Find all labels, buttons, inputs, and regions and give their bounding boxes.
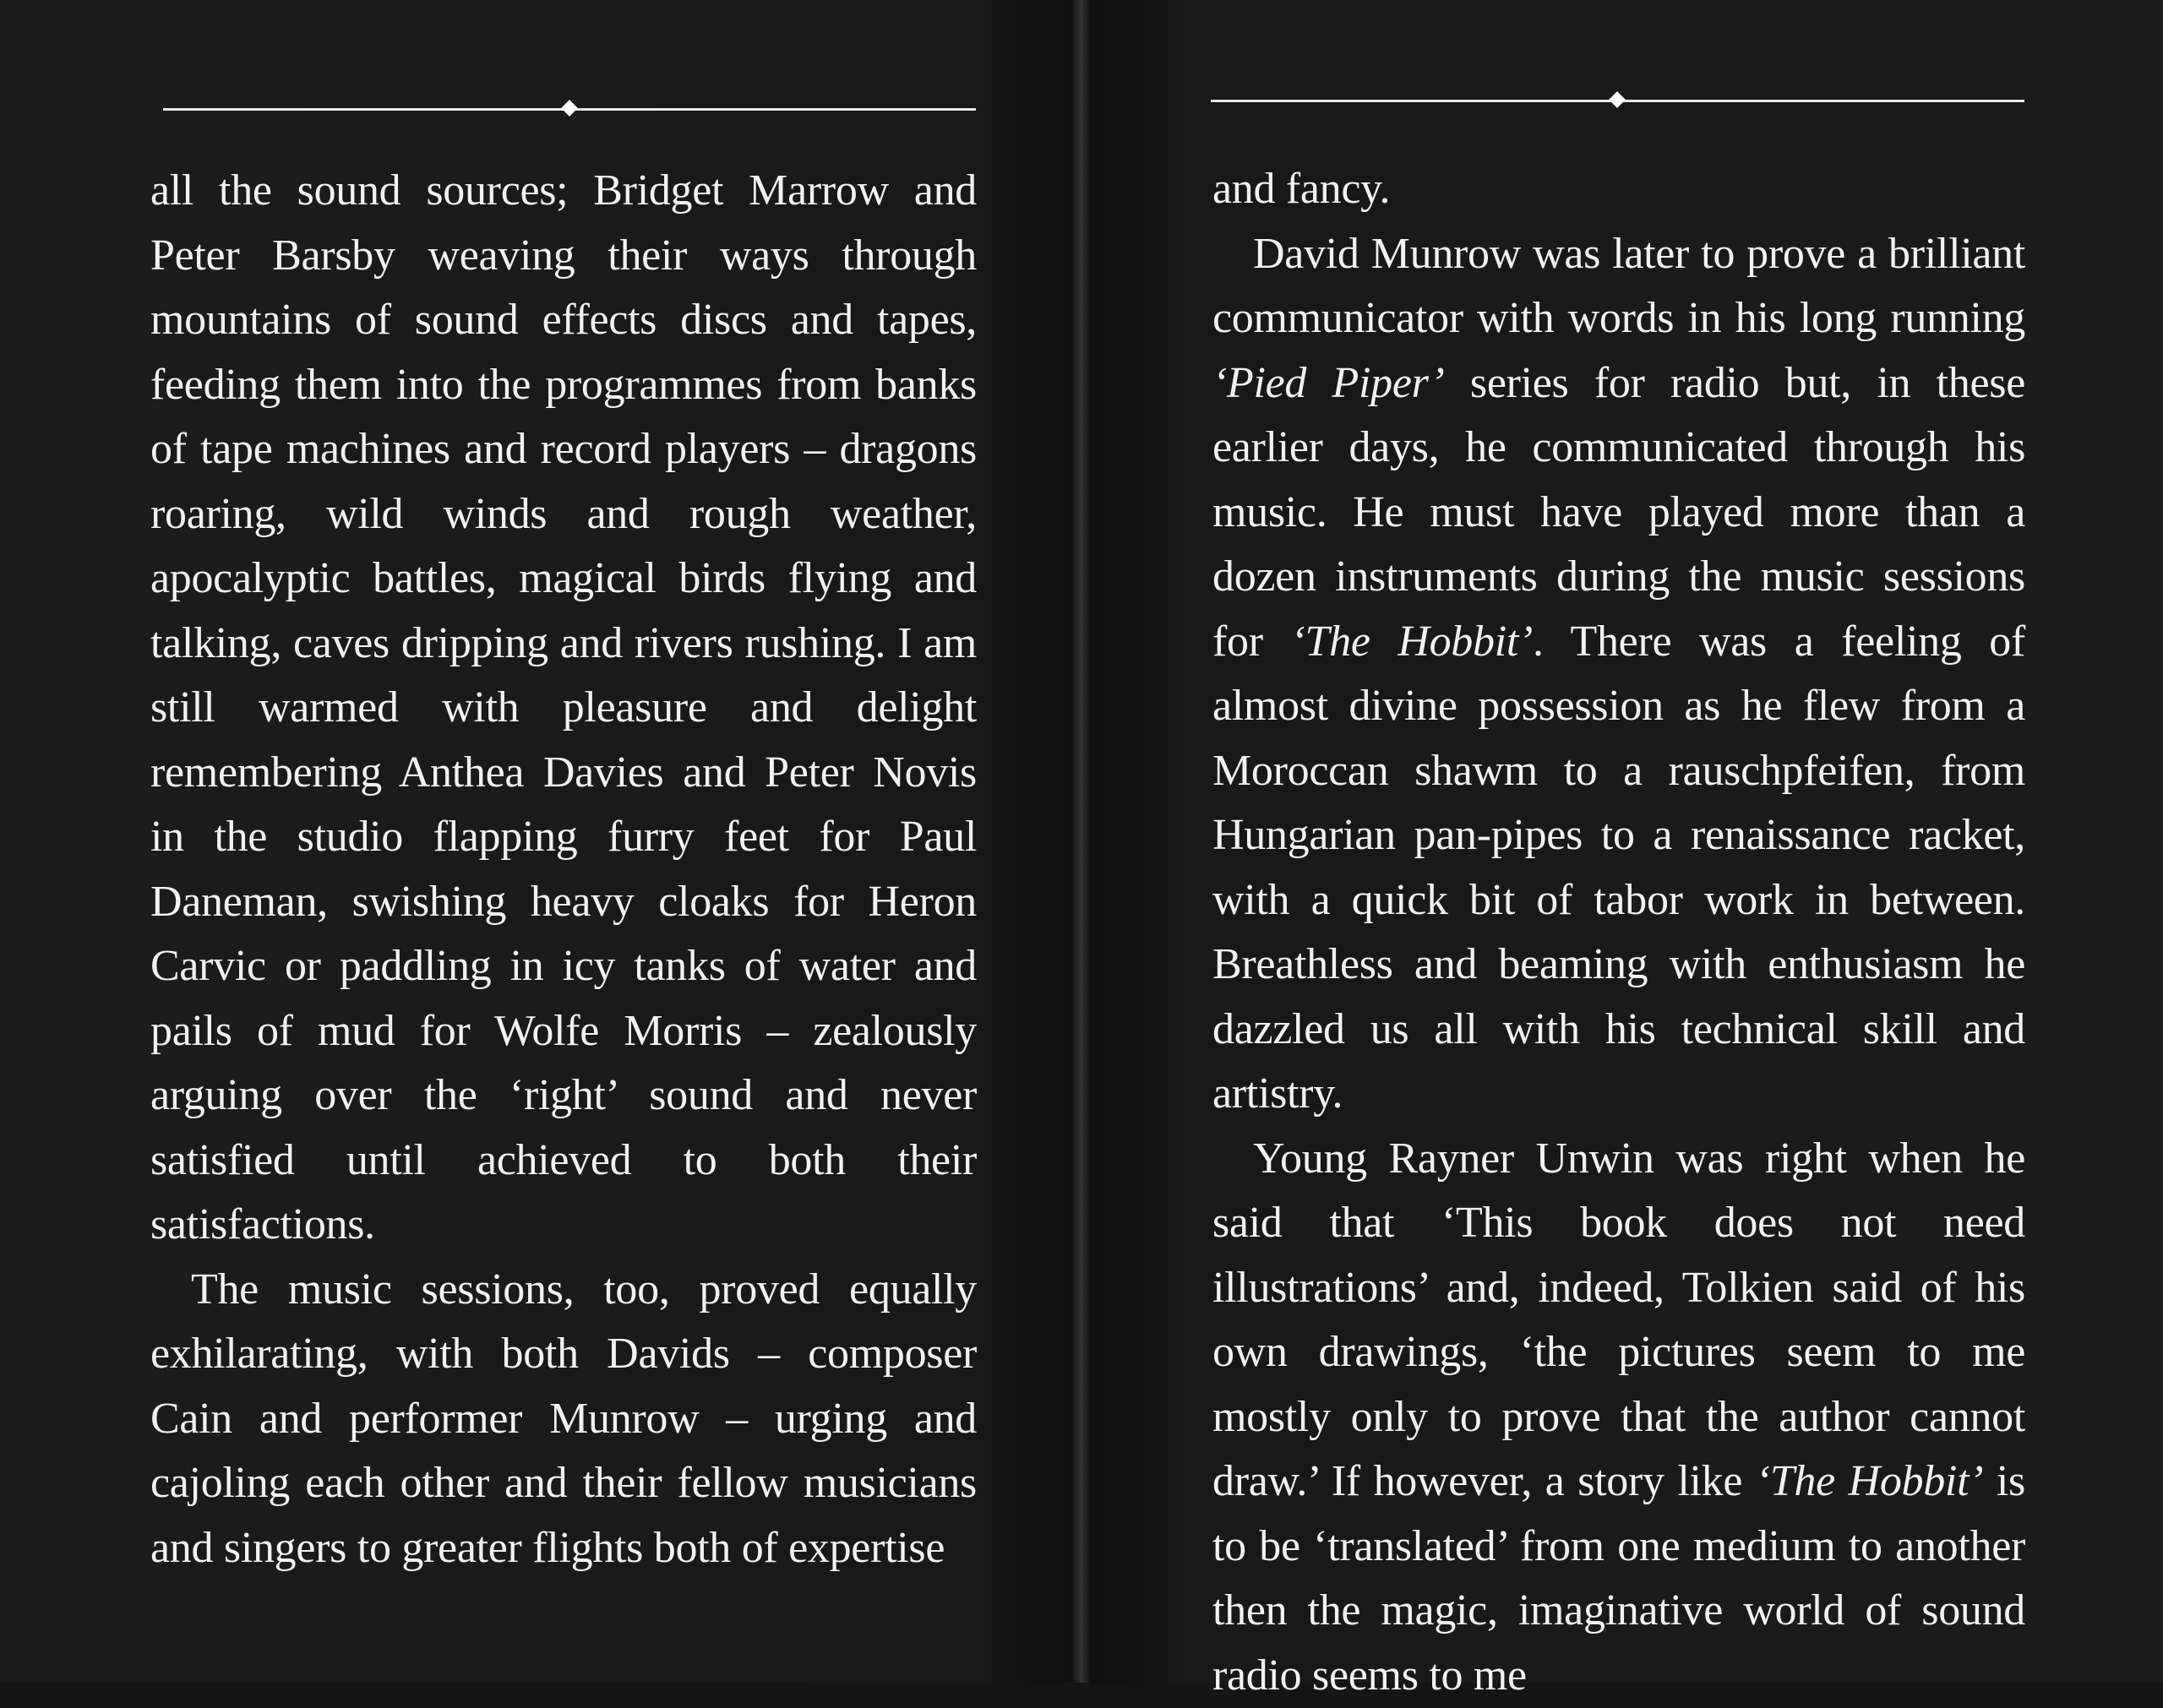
right-page-text	[1212, 157, 2025, 1708]
right-page	[1090, 0, 2163, 1683]
italic-title: ‘The Hobbit’	[1290, 617, 1533, 666]
text-run: David Munrow was later to prove a brilliant communicator with words in his long running	[1212, 230, 2025, 343]
text-run: series for radio but, in these earlier days, he communicated through his music. He must have played more than a dozen instruments during the music sessions for	[1212, 359, 2025, 666]
paragraph: all the sound sources; Bridget Marrow and Peter Barsby weaving their ways through mountains of sound effects discs and tapes, feeding them into the programmes from banks of tape machines and record players – dragons roaring, wild winds and rough weather, apocalyptic battles, magical birds flying and talking, caves dripping and rivers rushing. I am still warmed with pleasure and delight remembering Anthea Davies and Peter Novis in the studio flapping furry feet for Paul Daneman, swishing heavy cloaks for Heron Carvic or paddling in icy tanks of water and pails of mud for Wolfe Morris – zealously arguing over the ‘right’ sound and never satisfied until achieved to both their satisfactions.	[150, 159, 977, 1258]
italic-title: ‘Pied Piper’	[1212, 359, 1444, 407]
book-spine	[1073, 0, 1090, 1683]
ornamental-rule	[1211, 100, 2024, 102]
text-run: is to be ‘translated’ from one medium to another then the magic, imaginative world of sound radio seems to me	[1212, 1457, 2025, 1700]
paragraph	[1212, 222, 2025, 1127]
diamond-ornament-icon	[561, 100, 578, 117]
left-page	[0, 0, 1073, 1683]
paragraph: and fancy.	[1212, 157, 2025, 222]
diamond-ornament-icon	[1609, 91, 1626, 108]
text-run: Young Rayner Unwin was right when he said that ‘This book does not need illustrations’ and, indeed, Tolkien said of his own drawings, ‘the pictures seem to me mostly only to prove that the author cannot draw.’ If however, a story like	[1212, 1134, 2025, 1506]
paragraph	[1212, 1127, 2025, 1708]
paragraph: The music sessions, too, proved equally exhilarating, with both Davids – composer Cain and performer Munrow – urging and cajoling each other and their fellow musicians and singers to greater flights both of expertise	[150, 1258, 977, 1581]
left-page-text	[150, 159, 977, 1580]
ornamental-rule	[163, 108, 976, 111]
italic-title: ‘The Hobbit’	[1756, 1457, 1983, 1505]
text-run: . There was a feeling of almost divine possession as he flew from a Moroccan shawm to a rauschpfeifen, from Hungarian pan-pipes to a renaissance racket, with a quick bit of tabor work in between. Breathless and beaming with enthusiasm he dazzled us all with his technical skill and artistry.	[1212, 617, 2025, 1118]
